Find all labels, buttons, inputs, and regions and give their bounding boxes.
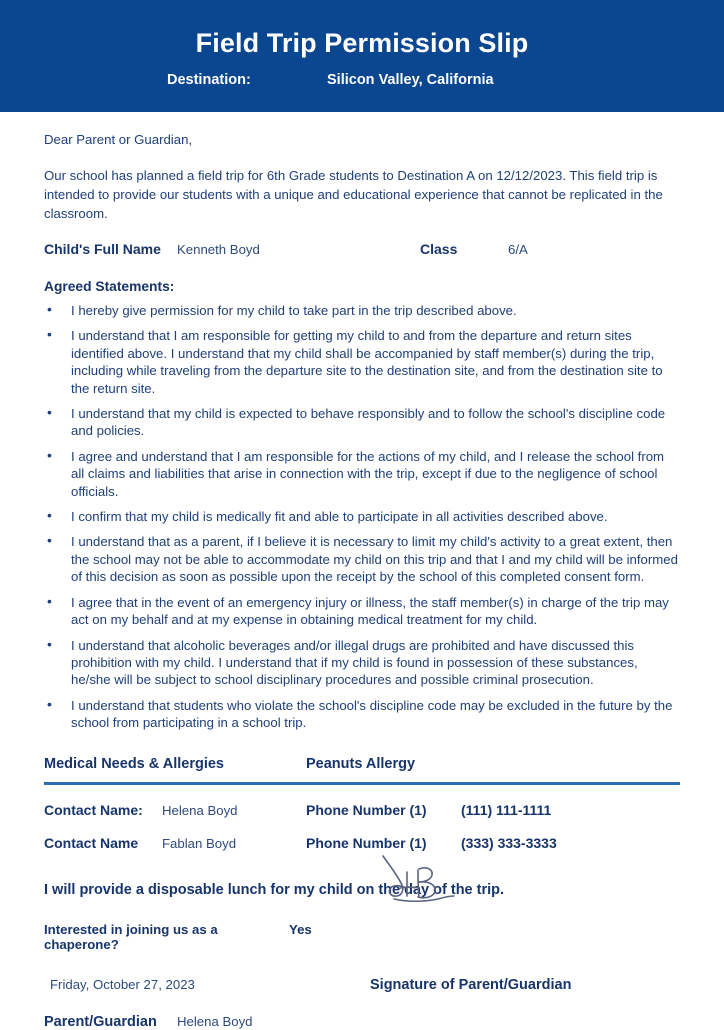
medical-needs-value[interactable]: Peanuts Allergy [306,755,416,772]
phone-number-label-2: Phone Number (1) [306,834,427,851]
list-item: • I agree that in the event of an emergency injury or illness, the staff member(s) in charge of the trip may act on my behalf and at my expense in obtaining medical treatment for my child. [44,594,680,629]
destination-row [0,72,724,88]
intro-paragraph: Our school has planned a field trip for 6th Grade students to Destination A on 12/12/2023. This field trip is intended to provide our students with a unique and educational experience that cannot be replicated in the classroom. [44,168,663,221]
child-name-value[interactable]: Kenneth Boyd [177,242,260,257]
table-row [44,835,680,851]
contact-name-label-1: Contact Name: [44,801,143,818]
chaperone-row [44,922,680,952]
phone-number-label-1: Phone Number (1) [306,801,427,818]
list-item: • I understand that as a parent, if I believe it is necessary to limit my child's activity to a great extent, then the school may not be able to accommodate my child on this trip and that I and my child will be informed of this decision as soon as possible upon the receipt by the school of this completed consent form. [44,533,680,585]
page-title: Field Trip Permission Slip [195,28,529,58]
phone-number-value-2[interactable]: (333) 333-3333 [461,834,557,851]
child-name-label: Child's Full Name [44,241,161,257]
form-date[interactable]: Friday, October 27, 2023 [50,976,195,992]
handwritten-signature-icon [374,852,494,908]
student-info-row [44,241,680,257]
phone-number-value-1[interactable]: (111) 111-1111 [461,801,552,818]
agreed-statements-list [44,302,680,732]
list-item: • I understand that I am responsible for getting my child to and from the departure and return sites identified above. I understand that my child shall be accompanied by staff member(s) during the trip, including while traveling from the departure site to the destination site, and from the destination site to the return site. [44,327,680,397]
document-body [0,132,724,1030]
salutation: Dear Parent or Guardian, [44,132,193,147]
parent-guardian-label: Parent/Guardian [44,1013,157,1030]
section-divider [44,782,680,785]
list-item: • I hereby give permission for my child to take part in the trip described above. [44,302,680,319]
list-item: • I understand that my child is expected to behave responsibly and to follow the school's discipline code and policies. [44,405,680,440]
document-header [0,0,724,112]
list-item: • I confirm that my child is medically fit and able to participate in all activities described above. [44,508,680,525]
destination-label: Destination: [167,72,251,88]
signature-heading: Signature of Parent/Guardian [370,976,572,993]
chaperone-answer[interactable]: Yes [289,921,312,937]
contact-name-value-1[interactable]: Helena Boyd [162,802,238,818]
list-item: • I understand that students who violate the school's discipline code may be excluded in the future by the school from participating in a school trip. [44,697,680,732]
agreed-statements-title: Agreed Statements: [44,279,175,294]
parent-guardian-value[interactable]: Helena Boyd [177,1013,253,1029]
table-row [44,802,680,818]
signature-mark[interactable] [374,852,494,908]
destination-value: Silicon Valley, California [327,72,494,88]
list-item: • I understand that alcoholic beverages and/or illegal drugs are prohibited and have discussed this prohibition with my child. I understand that if my child is found in possession of these substances, he/she will be subject to school disciplinary procedures and possible criminal prosecution. [44,637,680,689]
class-value[interactable]: 6/A [508,242,528,257]
contact-name-value-2[interactable]: Fablan Boyd [162,835,237,851]
contact-name-label-2: Contact Name [44,834,139,851]
medical-needs-row [44,756,680,772]
lunch-statement: I will provide a disposable lunch for my child on the day of the trip. [44,881,505,898]
medical-needs-label: Medical Needs & Allergies [44,755,224,772]
list-item: • I agree and understand that I am responsible for the actions of my child, and I release the school from all claims and liabilities that arise in connection with the trip, except if due to the negligence of school officials. [44,448,680,500]
date-signature-row [44,977,680,993]
chaperone-question: Interested in joining us as a chaperone? [44,921,218,952]
guardian-row [44,1014,680,1030]
class-label: Class [420,241,458,257]
